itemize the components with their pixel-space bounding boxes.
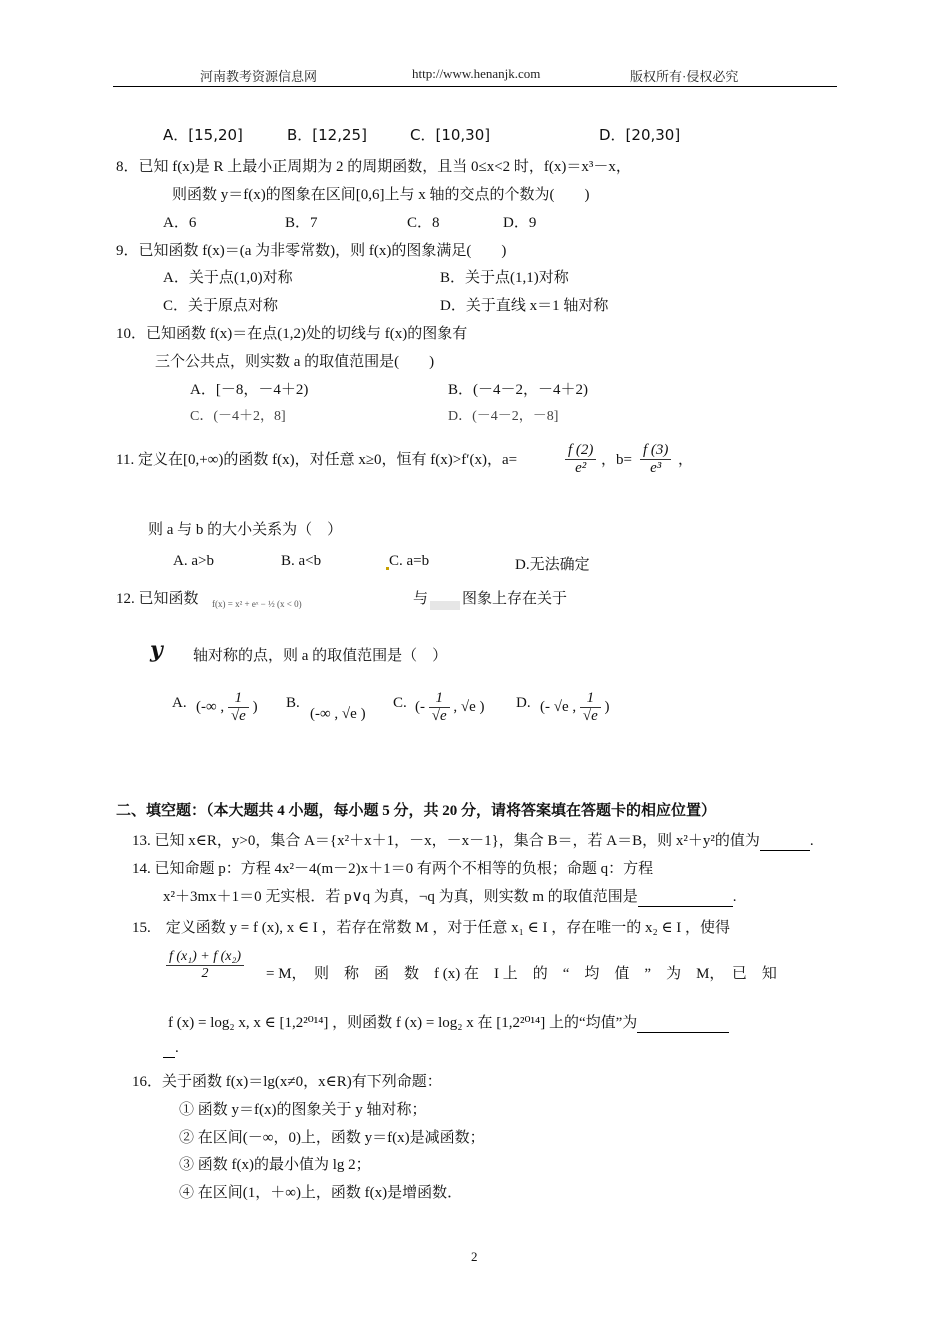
q12-placeholder-image: [430, 601, 460, 610]
q8-line2: 则函数 y＝f(x)的图象在区间[0,6]上与 x 轴的交点的个数为( ): [172, 187, 590, 203]
q12-option-a-num: 1: [228, 690, 249, 708]
q10-option-d: D．(－4－2，－8]: [448, 409, 559, 424]
q12-line1-c: 图象上存在关于: [462, 591, 568, 607]
q11-b-fraction: [640, 442, 671, 477]
q8-option-a: A．6: [163, 215, 197, 231]
q12-option-d-pre: (- √e ,: [540, 698, 577, 715]
q14-line1: 14. 已知命题 p：方程 4x²－4(m－2)x＋1＝0 有两个不相等的负根；命题 q：方程: [132, 861, 654, 877]
q12-line2: 轴对称的点，则 a 的取值范围是（ ）: [193, 648, 448, 664]
q11-tail: ，: [678, 452, 694, 468]
header-rule: [113, 86, 837, 87]
q8-option-b: B．7: [285, 215, 318, 231]
q11-line2: 则 a 与 b 的大小关系为（ ）: [148, 522, 343, 538]
q7-option-d: D．[20,30]: [599, 126, 681, 144]
q12-option-b: (-∞ , √e ): [310, 706, 366, 722]
q11-a-denominator: e²: [575, 460, 587, 476]
q12-option-d-num: 1: [580, 690, 601, 708]
q15-line3-wrap: [168, 1011, 729, 1033]
q12-option-c-post: , √e ): [453, 698, 485, 715]
q15-fraction: [166, 949, 244, 982]
q15-line2: = M， 则 称 函 数 f (x) 在 I 上 的 “ 均 值 ” 为 M， 已 知: [266, 966, 777, 982]
q12-option-a: [196, 690, 258, 725]
section-heading: 二、填空题：（本大题共 4 小题，每小题 5 分，共 20 分，请将答案填在答题卡的相应位置）: [116, 803, 717, 819]
header-url: http://www.henanjk.com: [412, 66, 541, 81]
q15-answer-blank[interactable]: [637, 1015, 729, 1033]
q12-y-symbol: y: [150, 637, 163, 663]
q12-option-c-pre: (-: [415, 698, 425, 715]
q7-option-c: C．[10,30]: [410, 126, 491, 144]
q15-frac-den: 2: [201, 966, 209, 981]
q11-b-numerator: f (3): [640, 442, 671, 460]
q10-option-a: A．[－8，－4＋2): [190, 382, 309, 398]
q15-line4: .: [175, 1040, 179, 1056]
q11-option-a: A. a>b: [173, 553, 214, 569]
q11-a-numerator: f (2): [565, 442, 596, 460]
q8-option-c: C．8: [407, 215, 440, 231]
page-number: 2: [471, 1249, 478, 1264]
q8-option-d: D．9: [503, 215, 537, 231]
q12-option-c-label: C.: [393, 695, 407, 711]
q7-option-b: B．[12,25]: [287, 126, 367, 144]
q11-line1: 11. 定义在[0,+∞)的函数 f(x)，对任意 x≥0，恒有 f(x)>f′(x)，a=: [116, 452, 518, 468]
q10-option-b: B．(－4－2，－4＋2): [448, 382, 588, 398]
q15-frac-num: f (x₁) + f (x₂): [166, 949, 244, 966]
q16-item-4: ④ 在区间(1，＋∞)上，函数 f(x)是增函数．: [179, 1185, 463, 1201]
header-site-name: 河南教考资源信息网: [200, 69, 318, 84]
q14-end: .: [732, 889, 737, 905]
q12-formula: f(x) = x² + eˣ − ½ (x < 0): [212, 599, 302, 609]
q11-b-label: ，b=: [601, 452, 632, 468]
q15-line1: 15. 定义函数 y = f (x), x ∈ I ，若存在常数 M ，对于任意 x₁ ∈ I ，存在唯一的 x₂ ∈ I ，使得: [132, 920, 731, 936]
q13-text: 13. 已知 x∈R，y>0，集合 A＝{x²＋x＋1，－x，－x－1}，集合 B＝，若 A＝B，则 x²＋y²的值为: [132, 833, 760, 849]
q11-option-c-wrap: [386, 553, 429, 570]
q15-answer-blank-tail: [163, 1040, 175, 1058]
q11-a-fraction: [565, 442, 596, 477]
q7-option-a: A．[15,20]: [163, 126, 243, 144]
q11-option-d: D.无法确定: [515, 557, 590, 573]
q13-end: .: [809, 833, 814, 849]
q16-item-1: ① 函数 y＝f(x)的图象关于 y 轴对称；: [179, 1102, 427, 1118]
q12-option-d-den: √e: [582, 708, 598, 724]
q12-option-a-post: ): [252, 698, 258, 715]
q10-option-c: C．(－4＋2，8]: [190, 409, 286, 424]
q11-option-c: C. a=b: [389, 553, 430, 569]
q12-line1-a: 12. 已知函数: [116, 591, 199, 607]
q15-line4-wrap: [163, 1040, 179, 1058]
q10-line2: 三个公共点，则实数 a 的取值范围是( ): [155, 354, 435, 370]
q9-option-b: B．关于点(1,1)对称: [440, 270, 569, 286]
q15-line3: f (x) = log₂ x, x ∈ [1,2²⁰¹⁴] ，则函数 f (x) = log₂ x 在 [1,2²⁰¹⁴] 上的“均值”为: [168, 1015, 638, 1031]
q12-option-c-num: 1: [429, 690, 450, 708]
q9-line1: 9．已知函数 f(x)＝(a 为非零常数)，则 f(x)的图象满足( ): [116, 243, 507, 259]
q11-b-denominator: e³: [650, 460, 662, 476]
q10-line1: 10．已知函数 f(x)＝在点(1,2)处的切线与 f(x)的图象有: [116, 326, 468, 342]
q8-line1: 8．已知 f(x)是 R 上最小正周期为 2 的周期函数，且当 0≤x<2 时，f(x)＝x³－x，: [116, 159, 631, 175]
q12-option-c: [415, 690, 485, 725]
q12-option-a-den: √e: [230, 708, 246, 724]
q12-option-c-den: √e: [431, 708, 447, 724]
q16-item-2: ② 在区间(－∞，0)上，函数 y＝f(x)是减函数；: [179, 1130, 485, 1146]
q9-option-a: A．关于点(1,0)对称: [163, 270, 293, 286]
q9-option-d: D．关于直线 x＝1 轴对称: [440, 298, 609, 314]
q12-line1-b: 与: [413, 591, 429, 607]
q11-option-b: B. a<b: [281, 553, 322, 569]
q16-line1: 16．关于函数 f(x)＝lg(x≠0，x∈R)有下列命题：: [132, 1074, 442, 1090]
q14-answer-blank[interactable]: [638, 889, 733, 907]
header-copyright: 版权所有·侵权必究: [630, 69, 739, 84]
q12-option-d-label: D.: [516, 695, 531, 711]
q12-option-a-label: A.: [172, 695, 187, 711]
q12-option-d-post: ): [604, 698, 610, 715]
q14-line2: x²＋3mx＋1＝0 无实根．若 p∨q 为真，¬q 为真，则实数 m 的取值范围是: [163, 889, 638, 905]
q12-option-b-label: B.: [286, 695, 300, 711]
q12-option-a-pre: (-∞ ,: [196, 698, 225, 715]
q12-option-d: [540, 690, 610, 725]
q9-option-c: C．关于原点对称: [163, 298, 279, 314]
q13-text-wrap: [132, 829, 814, 851]
q13-answer-blank[interactable]: [760, 833, 810, 851]
q16-item-3: ③ 函数 f(x)的最小值为 lg 2；: [179, 1157, 371, 1173]
q14-line2-wrap: [163, 885, 737, 907]
